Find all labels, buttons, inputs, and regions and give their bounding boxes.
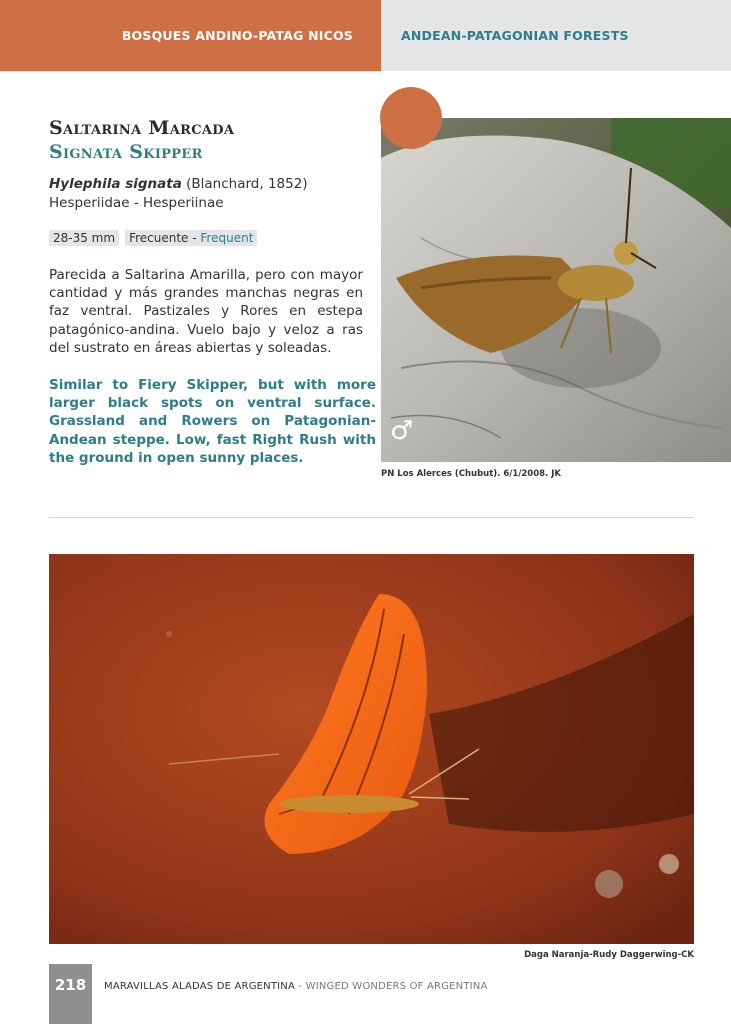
frequency-sep: - bbox=[188, 231, 201, 245]
frequency-es: Frecuente bbox=[129, 231, 189, 245]
footer-title-es: MARAVILLAS ALADAS DE ARGENTINA bbox=[104, 981, 296, 992]
male-symbol-icon: ♂ bbox=[390, 416, 414, 446]
species-name-en: Signata Skipper bbox=[49, 141, 203, 163]
description-es: Parecida a Saltarina Amarilla, pero con mayor cantidad y más grandes manchas negras en faz ventral. Pastizales y Rores en estepa patagónico-andina. Vuelo bajo y veloz a ras del sustrato en áreas abiertas y soleadas. bbox=[49, 267, 363, 356]
page-number: 218 bbox=[49, 964, 92, 1024]
description-en: Similar to Fiery Skipper, but with more larger black spots on ventral surface. Grassland and Rowers on Patagonian-Andean steppe. Low, fast Right Rush with the ground in open sunny places. bbox=[49, 377, 376, 466]
section-divider bbox=[49, 517, 694, 518]
frequency-tag bbox=[125, 230, 257, 246]
scientific-author: (Blanchard, 1852) bbox=[181, 176, 308, 192]
header-left-title: BOSQUES ANDINO-PATAG NICOS bbox=[121, 28, 353, 43]
photo2-caption: Daga Naranja-Rudy Daggerwing-CK bbox=[524, 950, 694, 960]
header-right-section bbox=[381, 0, 731, 71]
header-left-section bbox=[0, 0, 381, 71]
daggerwing-body bbox=[279, 795, 419, 813]
info-tags bbox=[49, 230, 257, 246]
size-tag: 28-35 mm bbox=[49, 230, 119, 246]
frequency-en: Frequent bbox=[200, 231, 254, 245]
skipper-body bbox=[558, 265, 634, 301]
scientific-name: Hylephila signata bbox=[49, 176, 182, 192]
scientific-name-line bbox=[49, 176, 308, 192]
daggerwing-photo bbox=[49, 554, 694, 944]
skipper-photo bbox=[381, 118, 731, 462]
header-right-title: ANDEAN-PATAGONIAN FORESTS bbox=[401, 28, 629, 43]
family-line: Hesperiidae - Hesperiinae bbox=[49, 195, 224, 211]
section-badge-circle bbox=[380, 87, 442, 149]
footer-title-en: WINGED WONDERS OF ARGENTINA bbox=[305, 981, 488, 992]
photo1-caption: PN Los Alerces (Chubut). 6/1/2008. JK bbox=[381, 469, 561, 479]
footer-sep: - bbox=[295, 981, 306, 992]
species-name-es: Saltarina Marcada bbox=[49, 117, 235, 139]
footer-title bbox=[104, 981, 488, 992]
